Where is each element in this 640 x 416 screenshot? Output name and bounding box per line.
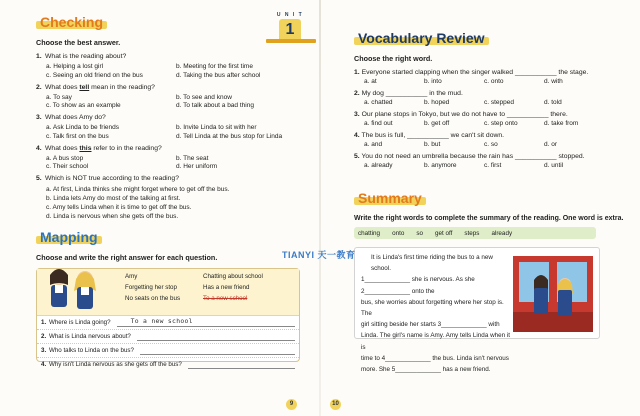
unit-bar xyxy=(266,39,316,43)
vocab-question-4: 4. The bus is full, ___________ we can't sit down. a. and b. but c. so d. or xyxy=(354,132,626,148)
option[interactable]: c. first xyxy=(484,162,502,169)
option[interactable]: d. told xyxy=(544,99,562,106)
option[interactable]: c. Amy tells Linda when it is time to get off the bus. xyxy=(46,204,192,211)
option[interactable]: c. To show as an example xyxy=(46,102,121,109)
answer-field[interactable] xyxy=(188,361,295,369)
mapping-instruction: Choose and write the right answer for each question. xyxy=(36,253,218,262)
option[interactable]: c. onto xyxy=(484,78,504,85)
word-choice: so xyxy=(416,229,423,237)
summary-instruction: Write the right words to complete the summary of the reading. One word is extra. xyxy=(354,215,624,222)
mapping-box xyxy=(36,268,300,368)
checking-heading: Checking xyxy=(36,14,107,30)
checking-question-5: 5. Which is NOT true according to the reading? a. At first, Linda thinks she might forget where to get off the bus. b. Linda lets Amy do most of the talking at first. c. Amy tells Linda when it is time to get off the bus. d. Linda is nervous when she gets off the bus. xyxy=(36,175,306,221)
option[interactable]: b. The seat xyxy=(176,154,209,162)
option[interactable]: a. Ask Linda to be friends xyxy=(46,124,119,131)
option[interactable]: b. Linda lets Amy do most of the talking at first. xyxy=(46,195,181,202)
vocab-question-3: 3. Our plane stops in Tokyo, but we do not have to ___________ there. a. find out b. get off c. step onto d. take from xyxy=(354,111,626,127)
option[interactable]: a. chatted xyxy=(364,99,393,106)
word-choice: Forgetting her stop xyxy=(125,284,177,291)
summary-word-bank xyxy=(354,227,596,239)
option[interactable]: d. or xyxy=(544,141,558,148)
option[interactable]: b. Meeting for the first time xyxy=(176,63,253,70)
option[interactable]: d. until xyxy=(544,162,564,169)
word-choice: Chatting about school xyxy=(203,273,263,280)
word-choice: already xyxy=(491,229,513,237)
option[interactable]: b. get off xyxy=(424,120,450,127)
word-choice: steps xyxy=(464,229,480,237)
watermark: TIANYI 天一教育 xyxy=(282,250,356,260)
mapping-question: 2. What is Linda nervous about? xyxy=(37,330,299,344)
word-choice: chatting xyxy=(358,229,381,237)
option[interactable]: b. anymore xyxy=(424,162,457,169)
option[interactable]: d. To talk about a bad thing xyxy=(176,102,254,109)
option[interactable]: a. and xyxy=(364,141,383,148)
checking-question-4: 4. What does this refer to in the reading? a. A bus stop b. The seat c. Their school d. Her uniform xyxy=(36,145,306,171)
option[interactable]: b. To see and know xyxy=(176,93,232,101)
summary-text[interactable]: It is Linda's first time riding the bus to a new school. 1_____________ she is nervous. As she 2_____________ onto the bus, she worries about forgetting where her stop is. The girl sitting beside her starts 3_____________ with Linda. The girl's name is Amy. Amy tells Linda when it is time to 4_____________ the bus. Linda isn't nervous more. She 5_____________ has a new friend. xyxy=(361,254,511,374)
vocab-instruction: Choose the right word. xyxy=(354,54,433,63)
unit-badge: U N I T 1 xyxy=(266,12,314,41)
word-choice: Has a new friend xyxy=(203,284,250,291)
checking-question-1: 1. What is the reading about? a. Helping a lost girl b. Meeting for the first time c. Seeing an old friend on the bus d. Taking the bus after school xyxy=(36,53,306,79)
mapping-word-bank xyxy=(125,273,293,302)
vocab-question-2: 2. My dog ___________ in the mud. a. chatted b. hoped c. stepped d. told xyxy=(354,90,626,106)
answer-field[interactable] xyxy=(137,333,295,341)
page-number-left: 9 xyxy=(286,399,297,410)
page-number-right: 10 xyxy=(330,399,341,410)
word-choice: Amy xyxy=(125,273,138,280)
students-illustration-icon xyxy=(41,263,105,317)
vocab-question-5: 5. You do not need an umbrella because the rain has ___________ stopped. a. already b. anymore c. first d. until xyxy=(354,153,626,169)
summary-box xyxy=(354,247,600,374)
vocab-heading: Vocabulary Review xyxy=(354,30,489,46)
option[interactable]: d. Tell Linda at the bus stop for Linda xyxy=(176,132,283,140)
option[interactable]: d. Taking the bus after school xyxy=(176,71,261,79)
bus-scene-illustration-icon xyxy=(513,256,593,332)
mapping-heading: Mapping xyxy=(36,229,102,245)
option[interactable]: b. into xyxy=(424,78,442,85)
checking-question-3: 3. What does Amy do? a. Ask Linda to be friends b. Invite Linda to sit with her c. Talk first on the bus d. Tell Linda at the bus stop for Linda xyxy=(36,114,306,140)
option[interactable]: a. at xyxy=(364,78,377,85)
checking-instruction: Choose the best answer. xyxy=(36,38,121,47)
right-page xyxy=(320,0,640,416)
vocab-question-1: 1. Everyone started clapping when the singer walked ___________ the stage. a. at b. into c. onto d. with xyxy=(354,69,626,85)
answer-field[interactable]: To a new school xyxy=(117,319,295,327)
option[interactable]: a. find out xyxy=(364,120,393,127)
option[interactable]: d. Linda is nervous when she gets off the bus. xyxy=(46,213,179,220)
option[interactable]: c. so xyxy=(484,141,498,148)
option[interactable]: b. but xyxy=(424,141,441,148)
word-choice-used: To a new school xyxy=(203,295,248,302)
option[interactable]: b. hoped xyxy=(424,99,450,106)
option[interactable]: c. Talk first on the bus xyxy=(46,132,109,140)
option[interactable]: c. Their school xyxy=(46,163,89,170)
option[interactable]: c. Seeing an old friend on the bus xyxy=(46,71,143,79)
option[interactable]: a. Helping a lost girl xyxy=(46,63,104,70)
option[interactable]: d. take from xyxy=(544,120,579,127)
option[interactable]: a. To say xyxy=(46,93,72,101)
option[interactable]: a. A bus stop xyxy=(46,154,84,162)
answer-field[interactable] xyxy=(140,347,295,355)
summary-heading: Summary xyxy=(354,190,426,206)
mapping-question: 3. Who talks to Linda on the bus? xyxy=(37,344,299,358)
word-choice: onto xyxy=(392,229,405,237)
option[interactable]: d. Her uniform xyxy=(176,163,218,170)
word-choice: No seats on the bus xyxy=(125,295,181,302)
checking-question-2: 2. What does tell mean in the reading? a. To say b. To see and know c. To show as an example d. To talk about a bad thing xyxy=(36,84,306,110)
option[interactable]: a. At first, Linda thinks she might forget where to get off the bus. xyxy=(46,186,230,193)
mapping-question: 4. Why isn't Linda nervous as she gets off the bus? xyxy=(37,358,299,371)
mapping-question: 1. Where is Linda going? To a new school xyxy=(37,316,299,330)
option[interactable]: d. with xyxy=(544,78,563,85)
option[interactable]: b. Invite Linda to sit with her xyxy=(176,124,257,131)
option[interactable]: c. stepped xyxy=(484,99,514,106)
unit-number: 1 xyxy=(279,19,301,41)
word-choice: get off xyxy=(434,229,453,237)
option[interactable]: c. step onto xyxy=(484,120,518,127)
option[interactable]: a. already xyxy=(364,162,393,169)
